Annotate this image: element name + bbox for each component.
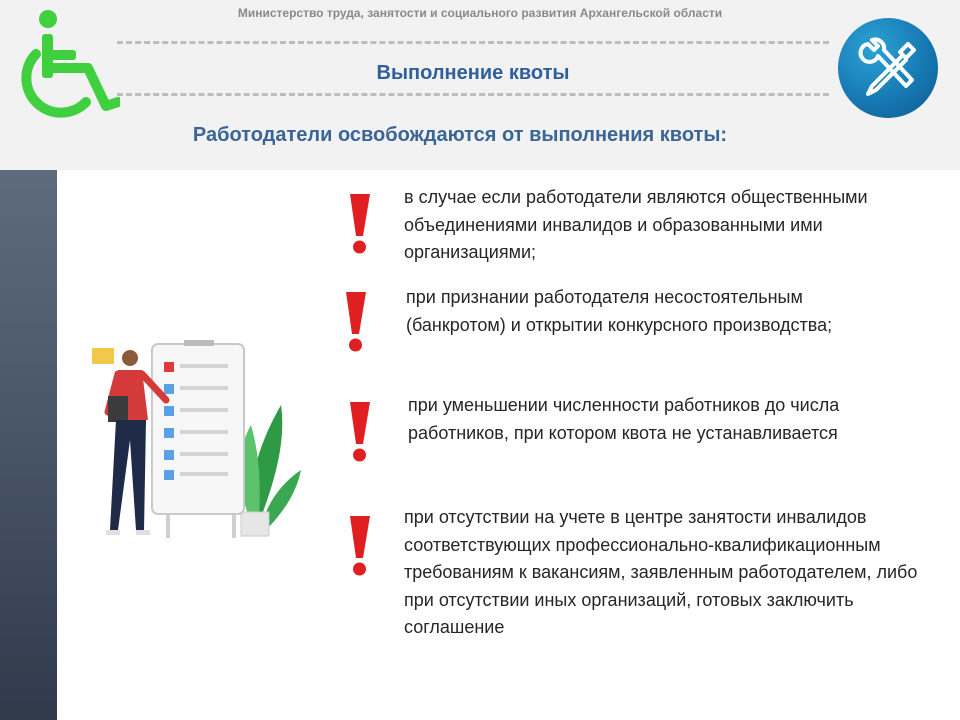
list-item: при отсутствии на учете в центре занятости инвалидов соответствующих профессионально-квалификационным требованиям к вакансиям, заявленным работодателем, либо при отсутствии иных организаций, готовых заключить соглашение (404, 507, 918, 637)
exclamation-icon (344, 400, 374, 464)
divider-bottom (117, 93, 829, 96)
exclamation-icon (344, 192, 374, 256)
side-bar (0, 170, 57, 720)
subtitle: Работодатели освобождаются от выполнения квоты: (192, 124, 728, 146)
ministry-name: Министерство труда, занятости и социального развития Архангельской области (237, 6, 723, 20)
wrench-screwdriver-icon (838, 18, 938, 118)
wheelchair-icon (8, 6, 120, 122)
list-item: в случае если работодатели являются общественными объединениями инвалидов и образованными ими организациями; (404, 187, 868, 262)
page-title: Выполнение квоты (376, 62, 570, 84)
exclamation-icon (344, 514, 374, 578)
divider-top (117, 41, 829, 44)
presenter-illustration (86, 330, 316, 550)
exclamation-icon (340, 290, 370, 354)
list-item: при уменьшении численности работников до числа работников, при котором квота не устанавливается (408, 395, 840, 443)
list-item: при признании работодателя несостоятельным (банкротом) и открытии конкурсного производства; (406, 287, 833, 335)
